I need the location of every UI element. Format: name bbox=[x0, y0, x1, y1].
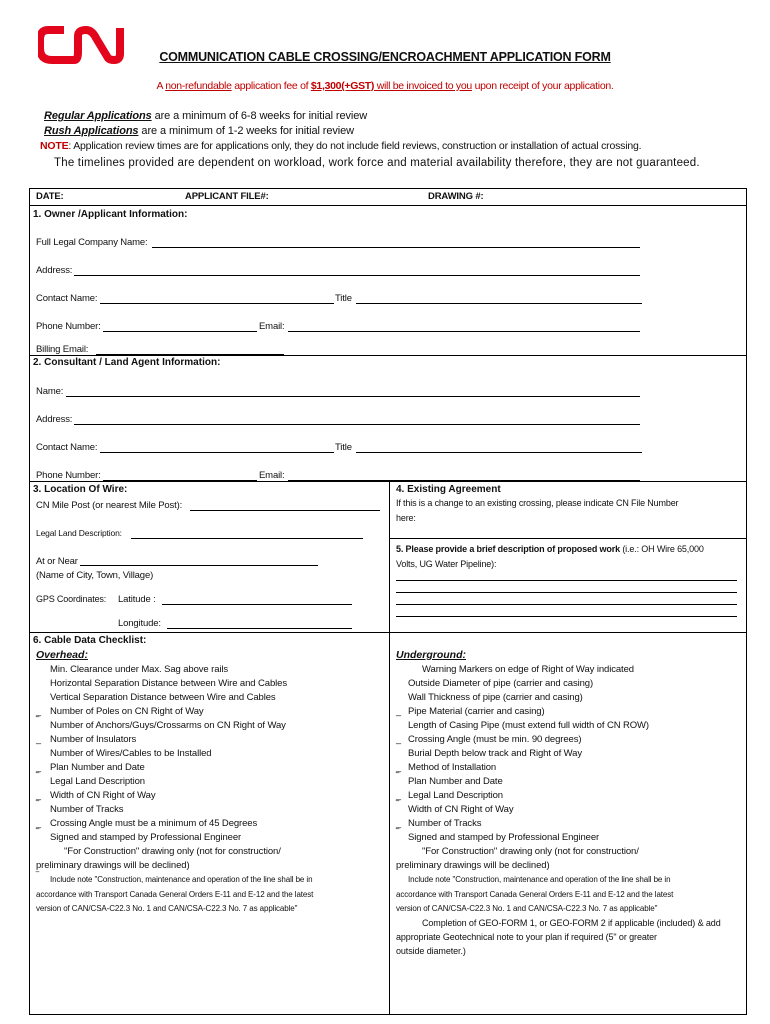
divider bbox=[29, 355, 747, 356]
section-1-heading: 1. Owner /Applicant Information: bbox=[33, 209, 188, 220]
billing-email-label: Billing Email: bbox=[36, 344, 89, 355]
section-3-heading: 3. Location Of Wire: bbox=[33, 484, 128, 495]
checkbox-mark[interactable]: _ bbox=[396, 706, 402, 716]
overhead-item: Number of Anchors/Guys/Crossarms on CN Right of Way bbox=[50, 720, 286, 731]
checkbox-mark[interactable]: _ bbox=[36, 790, 42, 800]
overhead-heading: Overhead: bbox=[36, 649, 88, 661]
column-divider bbox=[389, 481, 390, 632]
underground-item: Outside Diameter of pipe (carrier and casing) bbox=[408, 678, 594, 689]
underground-item: Crossing Angle (must be min. 90 degrees) bbox=[408, 734, 582, 745]
overhead-include-note-2: accordance with Transport Canada General Orders E-11 and E-12 and the latest bbox=[36, 890, 314, 899]
consultant-contact-field[interactable] bbox=[100, 452, 334, 453]
overhead-construction-note-2: preliminary drawings will be declined) bbox=[36, 860, 190, 871]
checkbox-mark[interactable]: _ bbox=[36, 706, 42, 716]
overhead-item: Number of Poles on CN Right of Way bbox=[50, 706, 204, 717]
checkbox-mark[interactable]: ‾ bbox=[396, 828, 399, 838]
note-line: NOTE: Application review times are for applications only, they do not include field reviews, construction or installation of actual crossing. bbox=[40, 140, 642, 152]
consultant-title-label: Title bbox=[335, 442, 352, 453]
checkbox-mark[interactable]: _ bbox=[396, 790, 402, 800]
rush-applications-line: Rush Applications are a minimum of 1-2 weeks for initial review bbox=[44, 125, 354, 137]
geo-form-note: Completion of GEO-FORM 1, or GEO-FORM 2 if applicable (included) & add bbox=[422, 918, 721, 928]
underground-item: Number of Tracks bbox=[408, 818, 482, 829]
underground-item: Legal Land Description bbox=[408, 790, 503, 801]
divider bbox=[29, 632, 747, 633]
mile-post-label: CN Mile Post (or nearest Mile Post): bbox=[36, 500, 183, 511]
legal-land-field[interactable] bbox=[131, 538, 363, 539]
consultant-name-field[interactable] bbox=[66, 396, 640, 397]
company-name-label: Full Legal Company Name: bbox=[36, 237, 148, 248]
phone-field[interactable] bbox=[103, 331, 257, 332]
section-6-heading: 6. Cable Data Checklist: bbox=[33, 635, 147, 646]
section-4-heading: 4. Existing Agreement bbox=[396, 484, 501, 495]
checkbox-mark[interactable]: ‾ bbox=[36, 800, 39, 810]
consultant-address-field[interactable] bbox=[74, 424, 640, 425]
checkbox-mark[interactable]: ‾ bbox=[36, 828, 39, 838]
description-line-3[interactable] bbox=[396, 604, 737, 605]
overhead-construction-note: "For Construction" drawing only (not for construction/ bbox=[64, 846, 281, 857]
overhead-item: Signed and stamped by Professional Engineer bbox=[50, 832, 242, 843]
section-4-text: If this is a change to an existing crossing, please indicate CN File Number bbox=[396, 498, 679, 508]
longitude-label: Longitude: bbox=[118, 618, 161, 629]
at-or-near-field[interactable] bbox=[80, 565, 318, 566]
consultant-name-label: Name: bbox=[36, 386, 64, 397]
overhead-item: Plan Number and Date bbox=[50, 762, 145, 773]
overhead-item: Crossing Angle must be a minimum of 45 Degrees bbox=[50, 818, 258, 829]
overhead-item: Number of Insulators bbox=[50, 734, 137, 745]
longitude-field[interactable] bbox=[167, 628, 352, 629]
regular-applications-line: Regular Applications are a minimum of 6-8 weeks for initial review bbox=[44, 110, 368, 122]
fee-notice: A non-refundable application fee of $1,300(+GST) will be invoiced to you upon receipt of your application. bbox=[156, 80, 614, 92]
checkbox-mark[interactable]: ‾ bbox=[36, 772, 39, 782]
divider bbox=[29, 205, 747, 206]
column-divider bbox=[389, 632, 390, 1015]
description-line-4[interactable] bbox=[396, 616, 737, 617]
consultant-phone-label: Phone Number: bbox=[36, 470, 101, 481]
underground-item: Burial Depth below track and Right of Way bbox=[408, 748, 583, 759]
overhead-item: Number of Wires/Cables to be Installed bbox=[50, 748, 212, 759]
section-2-heading: 2. Consultant / Land Agent Information: bbox=[33, 357, 221, 368]
overhead-include-note: Include note "Construction, maintenance and operation of the line shall be in bbox=[50, 875, 313, 884]
geo-form-note-2: appropriate Geotechnical note to your plan if required (5" or greater bbox=[396, 932, 657, 942]
email-field[interactable] bbox=[288, 331, 640, 332]
checkbox-mark[interactable]: ‾ bbox=[36, 716, 39, 726]
underground-item: Method of Installation bbox=[408, 762, 497, 773]
checkbox-mark[interactable]: ‾ bbox=[36, 871, 39, 881]
description-line-2[interactable] bbox=[396, 592, 737, 593]
latitude-field[interactable] bbox=[162, 604, 352, 605]
underground-include-note-2: accordance with Transport Canada General Orders E-11 and E-12 and the latest bbox=[396, 890, 674, 899]
city-hint: (Name of City, Town, Village) bbox=[36, 570, 154, 581]
section-5-heading: 5. Please provide a brief description of proposed work (i.e.: OH Wire 65,000 bbox=[396, 544, 704, 554]
description-line-1[interactable] bbox=[396, 580, 737, 581]
email-label: Email: bbox=[259, 321, 285, 332]
at-or-near-label: At or Near bbox=[36, 556, 78, 567]
phone-label: Phone Number: bbox=[36, 321, 101, 332]
applicant-file-label: APPLICANT FILE#: bbox=[185, 191, 269, 202]
consultant-contact-label: Contact Name: bbox=[36, 442, 98, 453]
form-title: COMMUNICATION CABLE CROSSING/ENCROACHMENT APPLICATION FORM bbox=[159, 50, 611, 64]
mile-post-field[interactable] bbox=[190, 510, 380, 511]
underground-item: Pipe Material (carrier and casing) bbox=[408, 706, 545, 717]
section-5-hint: Volts, UG Water Pipeline): bbox=[396, 559, 497, 569]
overhead-item: Legal Land Description bbox=[50, 776, 145, 787]
checkbox-mark[interactable]: _ bbox=[396, 818, 402, 828]
checkbox-mark[interactable]: _ bbox=[36, 818, 42, 828]
consultant-title-field[interactable] bbox=[356, 452, 642, 453]
underground-heading: Underground: bbox=[396, 649, 466, 661]
checkbox-mark[interactable]: ‾ bbox=[396, 800, 399, 810]
overhead-item: Horizontal Separation Distance between Wire and Cables bbox=[50, 678, 287, 689]
timelines-disclaimer: The timelines provided are dependent on workload, work force and material availability therefore, they are not guaranteed. bbox=[54, 157, 700, 169]
checkbox-mark[interactable]: _ bbox=[36, 734, 42, 744]
contact-name-label: Contact Name: bbox=[36, 293, 98, 304]
overhead-item: Width of CN Right of Way bbox=[50, 790, 156, 801]
checkbox-mark[interactable]: ‾ bbox=[396, 772, 399, 782]
underground-include-note-3: version of CAN/CSA-C22.3 No. 1 and CAN/CSA-C22.3 No. 7 as applicable" bbox=[396, 904, 658, 913]
address-field[interactable] bbox=[74, 275, 640, 276]
underground-item: Signed and stamped by Professional Engineer bbox=[408, 832, 600, 843]
divider bbox=[389, 538, 747, 539]
overhead-item: Min. Clearance under Max. Sag above rails bbox=[50, 664, 229, 675]
underground-item: Length of Casing Pipe (must extend full width of CN ROW) bbox=[408, 720, 649, 731]
underground-construction-note-2: preliminary drawings will be declined) bbox=[396, 860, 550, 871]
drawing-label: DRAWING #: bbox=[428, 191, 484, 202]
gps-label: GPS Coordinates: bbox=[36, 594, 107, 604]
date-label: DATE: bbox=[36, 191, 64, 202]
underground-item: Wall Thickness of pipe (carrier and casing) bbox=[408, 692, 583, 703]
underground-item: Plan Number and Date bbox=[408, 776, 503, 787]
underground-include-note: Include note "Construction, maintenance and operation of the line shall be in bbox=[408, 875, 671, 884]
latitude-label: Latitude : bbox=[118, 594, 156, 605]
underground-item: Width of CN Right of Way bbox=[408, 804, 514, 815]
geo-form-note-3: outside diameter.) bbox=[396, 946, 466, 956]
checkbox-mark[interactable]: _ bbox=[36, 762, 42, 772]
address-label: Address: bbox=[36, 265, 73, 276]
legal-land-label: Legal Land Description: bbox=[36, 528, 122, 538]
title-field[interactable] bbox=[356, 303, 642, 304]
section-4-text-2: here: bbox=[396, 513, 416, 523]
checkbox-mark[interactable]: _ bbox=[396, 734, 402, 744]
company-name-field[interactable] bbox=[152, 247, 640, 248]
consultant-email-label: Email: bbox=[259, 470, 285, 481]
overhead-item: Number of Tracks bbox=[50, 804, 124, 815]
overhead-include-note-3: version of CAN/CSA-C22.3 No. 1 and CAN/CSA-C22.3 No. 7 as applicable" bbox=[36, 904, 298, 913]
underground-construction-note: "For Construction" drawing only (not for construction/ bbox=[422, 846, 639, 857]
contact-name-field[interactable] bbox=[100, 303, 334, 304]
divider bbox=[29, 481, 747, 482]
title-label: Title bbox=[335, 293, 352, 304]
underground-item: Warning Markers on edge of Right of Way indicated bbox=[422, 664, 634, 675]
checkbox-mark[interactable]: _ bbox=[396, 762, 402, 772]
consultant-address-label: Address: bbox=[36, 414, 73, 425]
overhead-item: Vertical Separation Distance between Wire and Cables bbox=[50, 692, 276, 703]
